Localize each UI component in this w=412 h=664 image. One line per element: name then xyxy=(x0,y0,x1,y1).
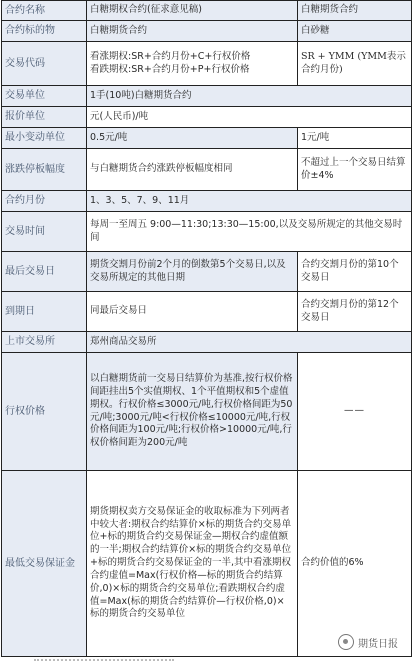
option-value: 以白糖期货前一交易日结算价为基准,按行权价格间距挂出5个实值期权、1个平值期权和5个虚值期权。行权价格≤3000元/吨,行权价格间距为50元/吨;3000元/吨<行权价格≤10000元/吨,行权价格间距为100元/吨;行权价格>10000元/吨,行权价格间距为200元/吨 xyxy=(87,353,298,471)
row-label: 交易时间 xyxy=(2,212,87,252)
option-value: 与白糖期货合约涨跌停板幅度相同 xyxy=(87,149,298,191)
row-label: 最低交易保证金 xyxy=(2,471,87,657)
merged-value: 元(人民币)/吨 xyxy=(87,107,412,128)
row-label: 行权价格 xyxy=(2,353,87,471)
table-row xyxy=(2,21,412,42)
table-row xyxy=(2,292,412,332)
merged-value: 1手(10吨)白糖期货合约 xyxy=(87,86,412,107)
row-label: 上市交易所 xyxy=(2,332,87,353)
page-bottom-divider xyxy=(0,657,412,664)
spec-table-wrapper xyxy=(1,0,411,657)
table-row xyxy=(2,128,412,149)
table-row xyxy=(2,471,412,657)
table-row xyxy=(2,252,412,292)
option-value: 0.5元/吨 xyxy=(87,128,298,149)
row-label: 最小变动单位 xyxy=(2,128,87,149)
row-label: 交易单位 xyxy=(2,86,87,107)
row-label: 涨跌停板幅度 xyxy=(2,149,87,191)
option-code-call: 看涨期权:SR+合约月份+C+行权价格 xyxy=(90,50,251,62)
future-value: SR + YMM (YMM表示合约月份) xyxy=(298,42,412,86)
future-value: 1元/吨 xyxy=(298,128,412,149)
row-label: 最后交易日 xyxy=(2,252,87,292)
future-value: 合约价值的6% xyxy=(298,471,412,657)
future-value: —— xyxy=(298,353,412,471)
future-value: 合约交割月份的第10个交易日 xyxy=(298,252,412,292)
option-value: 白糖期货合约 xyxy=(87,21,298,42)
option-value: 同最后交易日 xyxy=(87,292,298,332)
merged-value: 1、3、5、7、9、11月 xyxy=(87,191,412,212)
table-row xyxy=(2,86,412,107)
future-value: 合约交割月份的第12个交易日 xyxy=(298,292,412,332)
option-value: 期货期权卖方交易保证金的收取标准为下列两者中较大者:期权合约结算价×标的期货合约交易单位+标的期货合约交易保证金—期权合约虚值额的一半;期权合约结算价×标的期货合约交易单位+标的期货合约交易保证金的一半,其中看涨期权合约虚值=Max(行权价格—标的期货合约结算价,0)×标的期货合约交易单位;看跌期权合约虚值=Max(标的期货合约结算价—行权价格,0)×标的期货合约交易单位 xyxy=(87,471,298,657)
table-row xyxy=(2,191,412,212)
row-label: 到期日 xyxy=(2,292,87,332)
future-value: 不超过上一个交易日结算价±4% xyxy=(298,149,412,191)
header-future-column: 白糖期货合约 xyxy=(298,1,412,21)
contract-spec-table xyxy=(1,0,412,657)
table-header-row xyxy=(2,1,412,21)
watermark-text: 期货日报 xyxy=(358,638,398,650)
option-code-put: 看跌期权:SR+合约月份+P+行权价格 xyxy=(90,63,250,75)
wechat-icon xyxy=(338,634,354,650)
row-label: 合约月份 xyxy=(2,191,87,212)
watermark xyxy=(338,634,398,650)
merged-value: 每周一至周五 9:00—11:30;13:30—15:00,以及交易所规定的其他交易时间 xyxy=(87,212,412,252)
option-value: 期货交割月份前2个月的倒数第5个交易日,以及交易所规定的其他日期 xyxy=(87,252,298,292)
table-row xyxy=(2,332,412,353)
row-label: 交易代码 xyxy=(2,42,87,86)
table-row xyxy=(2,149,412,191)
row-label: 合约标的物 xyxy=(2,21,87,42)
option-value xyxy=(87,42,298,86)
table-row xyxy=(2,42,412,86)
table-row xyxy=(2,107,412,128)
future-value: 白砂糖 xyxy=(298,21,412,42)
table-row xyxy=(2,212,412,252)
header-option-column: 白糖期权合约(征求意见稿) xyxy=(87,1,298,21)
header-label: 合约名称 xyxy=(2,1,87,21)
table-row xyxy=(2,353,412,471)
row-label: 报价单位 xyxy=(2,107,87,128)
merged-value: 郑州商品交易所 xyxy=(87,332,412,353)
